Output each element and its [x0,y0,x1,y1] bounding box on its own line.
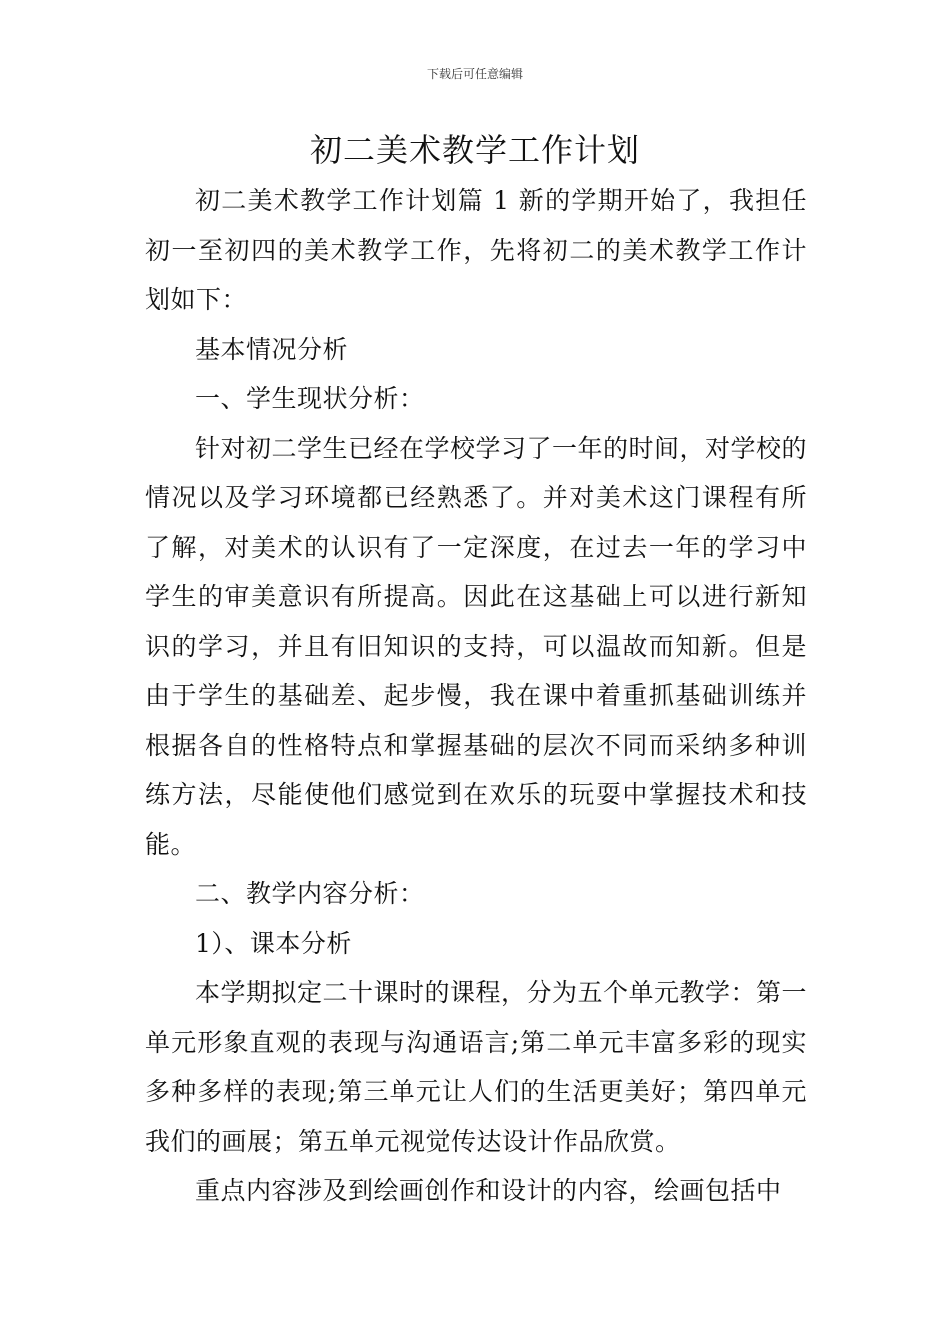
paragraph-intro: 初二美术教学工作计划篇 1 新的学期开始了，我担任初一至初四的美术教学工作，先将初二的美术教学工作计划如下： [145,186,807,314]
header-note: 下载后可任意编辑 [426,67,523,81]
paragraph-heading-student-status: 一、学生现状分析： [195,384,425,413]
paragraph-heading-teaching-content: 二、教学内容分析： [195,879,425,908]
paragraph-heading-basic-analysis: 基本情况分析 [195,334,349,364]
document-title: 初二美术教学工作计划 [309,131,640,169]
paragraph-heading-textbook-analysis: 1）、课本分析 [195,928,352,958]
paragraph-student-status: 针对初二学生已经在学校学习了一年的时间，对学校的情况以及学习环境都已经熟悉了。并对美术这门课程有所了解，对美术的认识有了一定深度，在过去一年的学习中学生的审美意识有所提高。因此在这基础上可以进行新知识的学习，并且有旧知识的支持，可以温故而知新。但是由于学生的基础差、起步慢，我在课中着重抓基础训练并根据各自的性格特点和掌握基础的层次不同而采纳多种训练方法，尽能使他们感觉到在欢乐的玩耍中掌握技术和技能。 [145,433,808,859]
document-body [145,176,807,1216]
paragraph-key-content: 重点内容涉及到绘画创作和设计的内容，绘画包括中 [195,1176,782,1205]
paragraph-textbook-analysis: 本学期拟定二十课时的课程，分为五个单元教学：第一单元形象直观的表现与沟通语言;第二单元丰富多彩的现实多种多样的表现;第三单元让人们的生活更美好；第四单元我们的画展；第五单元视觉传达设计作品欣赏。 [145,978,808,1156]
